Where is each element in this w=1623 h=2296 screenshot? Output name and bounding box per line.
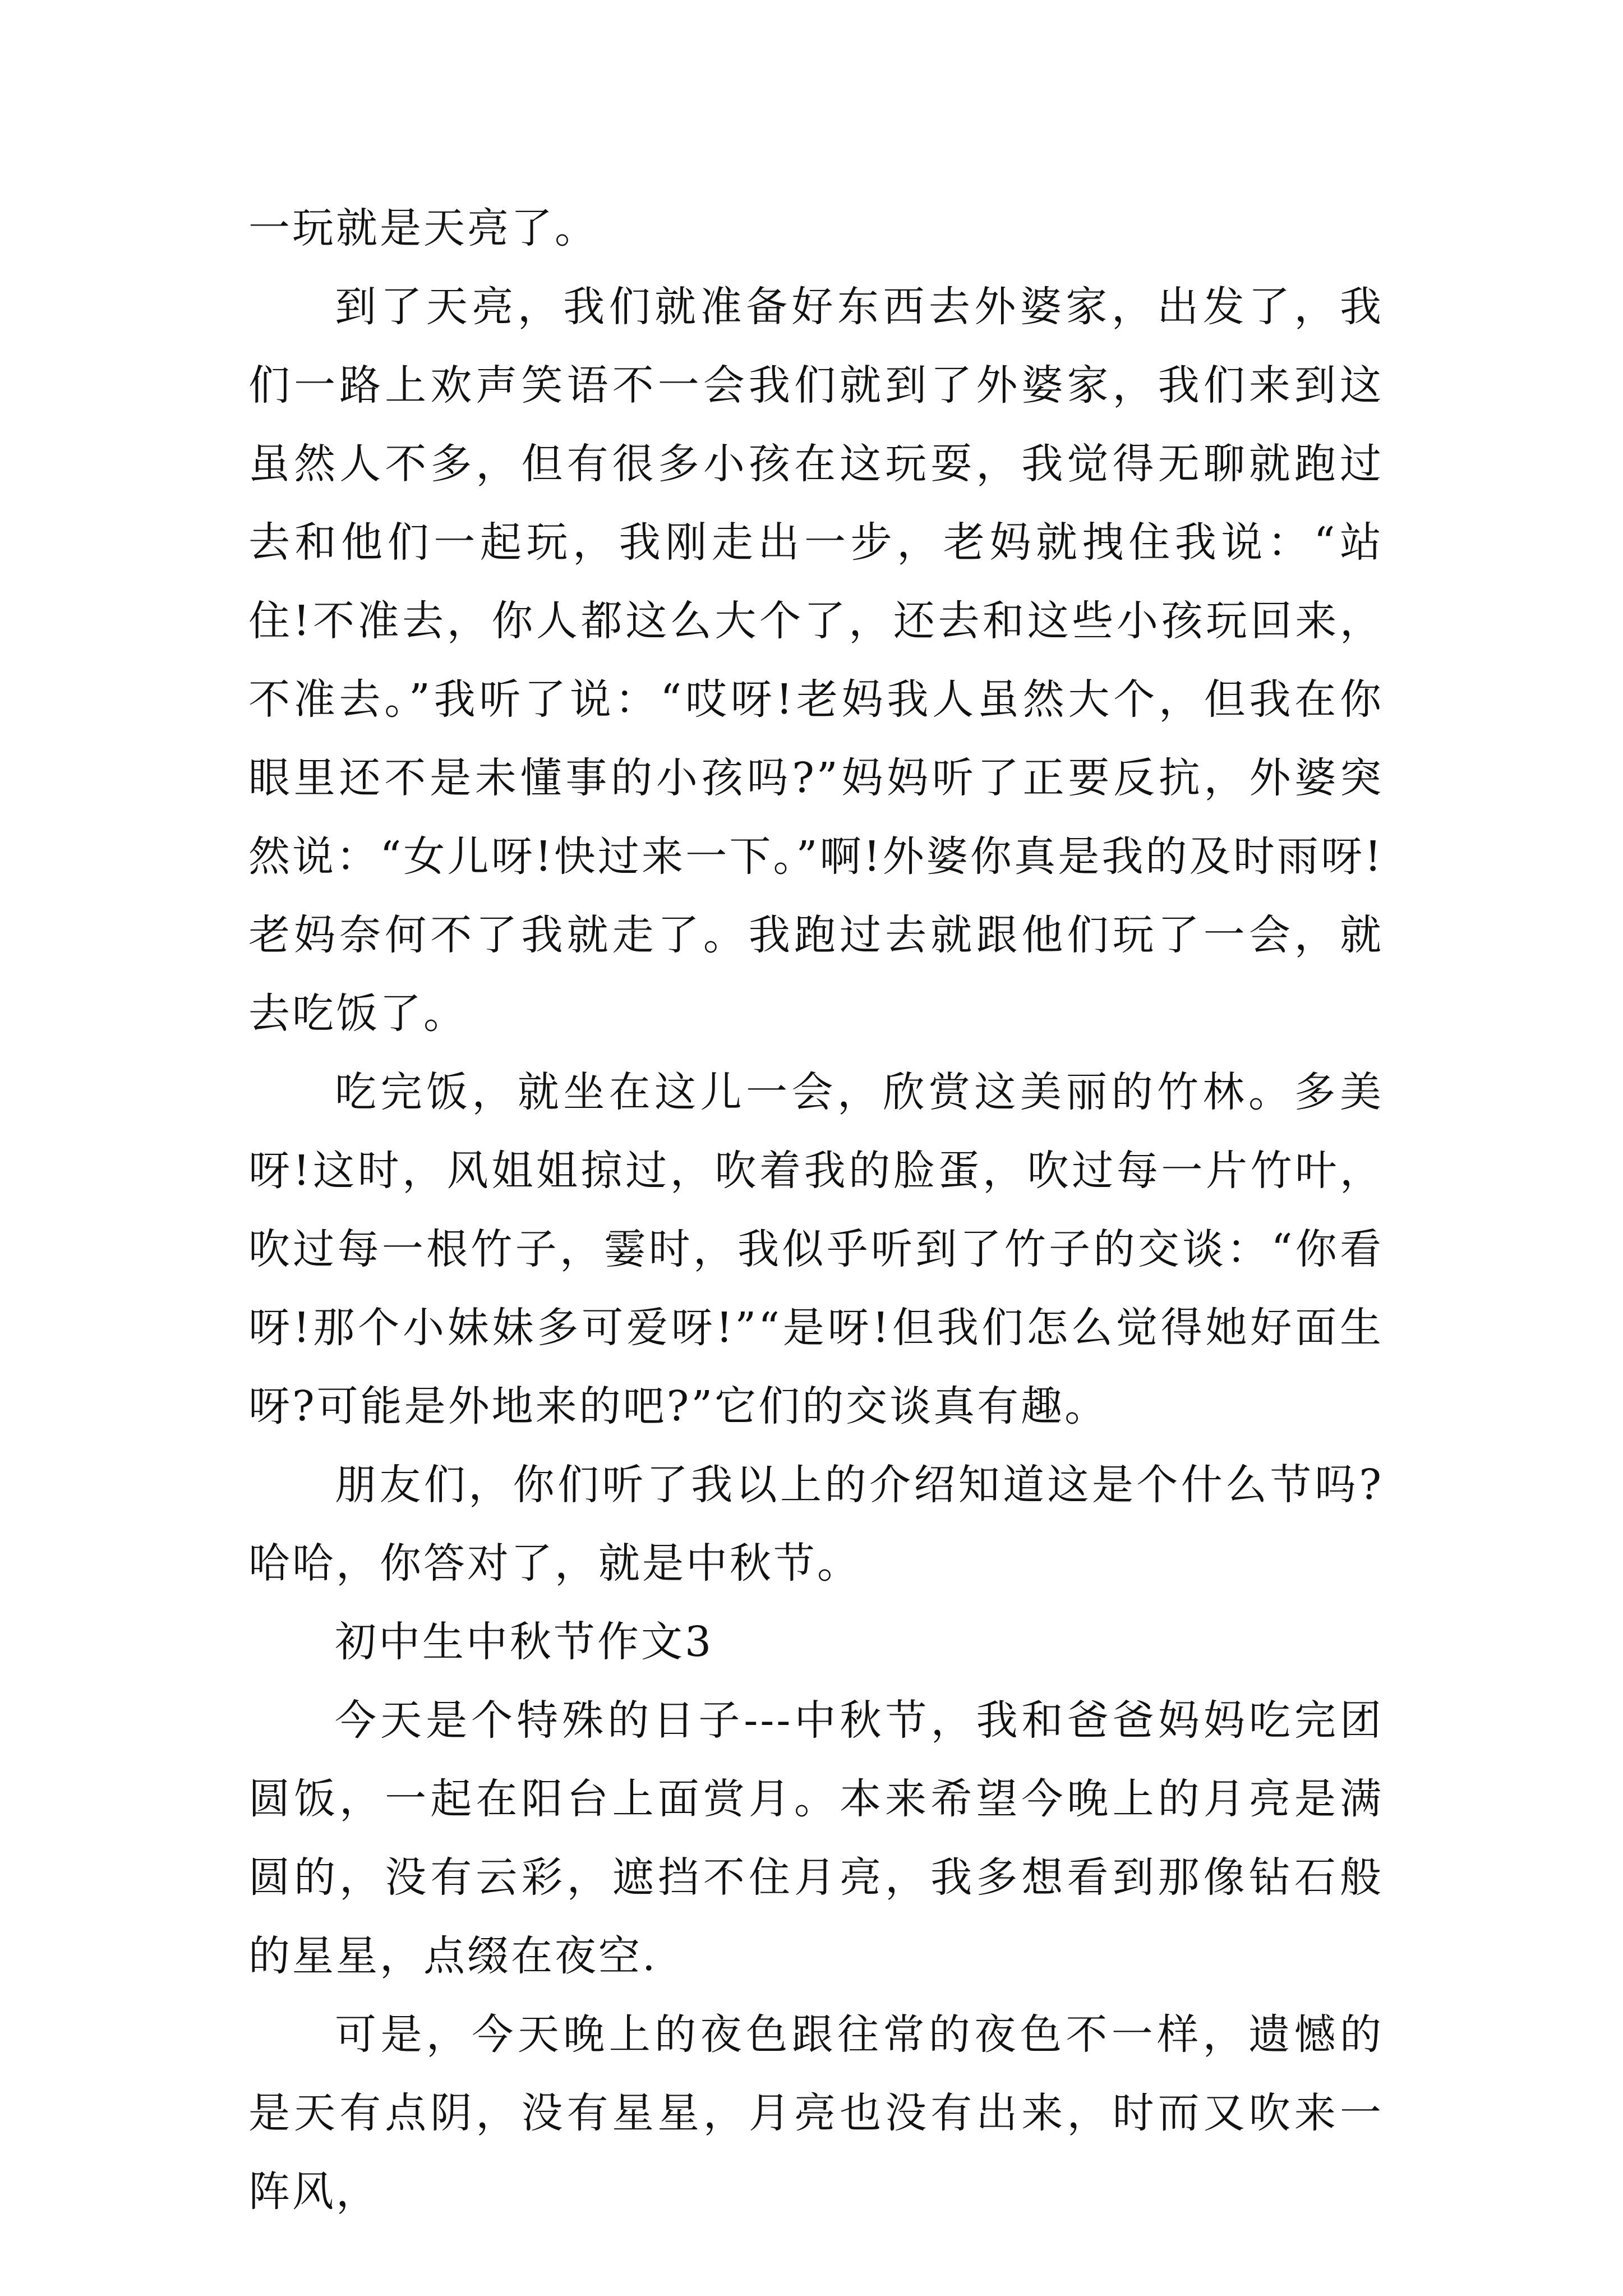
paragraph-continuation: 一玩就是天亮了。 — [248, 204, 598, 252]
paragraph-mid-autumn-reveal: 朋友们，你们听了我以上的介绍知道这是个什么节吗?哈哈，你答对了，就是中秋节。 — [248, 1461, 1384, 1588]
paragraph-bamboo-forest: 吃完饭，就坐在这儿一会，欣赏这美丽的竹林。多美呀!这时，风姐姐掠过，吹着我的脸蛋，吹过每一片竹叶，吹过每一根竹子，霎时，我似乎听到了竹子的交谈：“你看呀!那个小妹妹多可爱呀!”“是呀!但我们怎么觉得她好面生呀?可能是外地来的吧?”它们的交谈真有趣。 — [248, 1068, 1384, 1430]
paragraph-grandma-visit: 到了天亮，我们就准备好东西去外婆家，出发了，我们一路上欢声笑语不一会我们就到了外婆家，我们来到这虽然人不多，但有很多小孩在这玩耍，我觉得无聊就跑过去和他们一起玩，我刚走出一步，老妈就拽住我说：“站住!不准去，你人都这么大个了，还去和这些小孩玩回来，不准去。”我听了说：“哎呀!老妈我人虽然大个，但我在你眼里还不是未懂事的小孩吗?”妈妈听了正要反抗，外婆突然说：“女儿呀!快过来一下。”啊!外婆你真是我的及时雨呀!老妈奈何不了我就走了。我跑过去就跟他们玩了一会，就去吃饭了。 — [248, 283, 1384, 1038]
paragraph-cloudy-night: 可是，今天晚上的夜色跟往常的夜色不一样，遗憾的是天有点阴，没有星星，月亮也没有出来，时而又吹来一阵风， — [248, 2010, 1384, 2216]
section-title: 初中生中秋节作文3 — [335, 1618, 714, 1666]
paragraph-moon-viewing: 今天是个特殊的日子---中秋节，我和爸爸妈妈吃完团圆饭，一起在阳台上面赏月。本来希望今晚上的月亮是满圆的，没有云彩，遮挡不住月亮，我多想看到那像钻石般的星星，点缀在夜空. — [248, 1696, 1384, 1980]
document-body — [248, 189, 1384, 2231]
